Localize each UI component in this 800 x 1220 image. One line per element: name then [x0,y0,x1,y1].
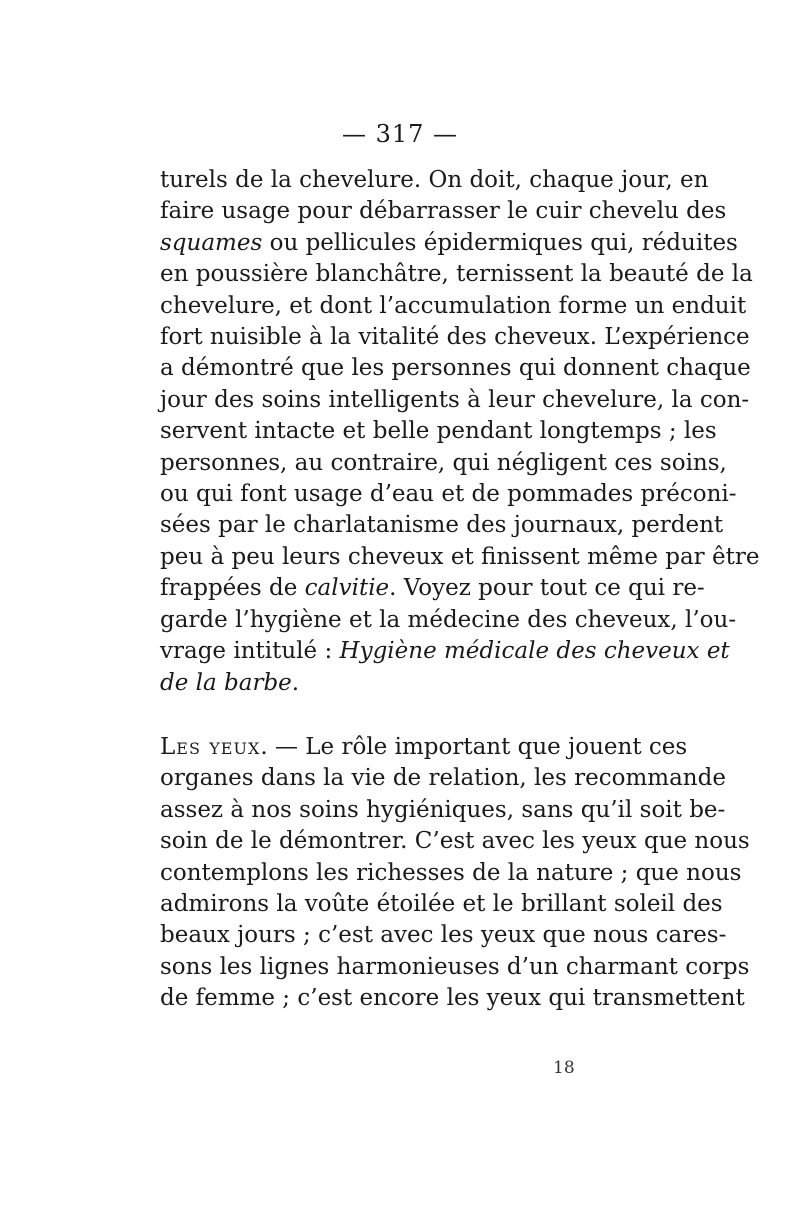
text-run: de femme ; c’est encore les yeux qui transmettent [160,985,745,1012]
text-line [160,165,709,196]
styled-text-run: calvitie [304,575,390,602]
text-run: organes dans la vie de relation, les recommande [160,765,726,792]
text-run: fort nuisible à la vitalité des cheveux. L’expérience [160,324,750,351]
text-line [160,510,724,541]
styled-text-run: Les yeux [160,734,261,760]
text-run: garde l’hygiène et la médecine des cheveux, l’ou- [160,606,737,633]
text-run: turels de la chevelure. On doit, chaque jour, en [160,167,709,193]
paragraph-hair-care [160,165,760,699]
text-run: peu à peu leurs cheveux et finissent même par être [160,543,760,570]
text-line [160,983,745,1014]
text-line [160,385,750,416]
text-line [160,196,727,227]
signature-mark: 18 [553,1058,575,1078]
text-line [160,291,747,322]
text-run: frappées de [160,575,305,602]
text-run: sées par le charlatanisme des journaux, perdent [160,512,724,539]
text-line [160,763,726,794]
text-line [160,605,737,636]
text-run: assez à nos soins hygiéniques, sans qu’il soit be- [160,796,726,823]
text-line [160,416,717,447]
text-run: beaux jours ; c’est avec les yeux que nous cares- [160,922,727,949]
text-line [160,889,723,920]
text-line [160,795,726,826]
text-line [160,228,738,259]
text-line [160,573,705,604]
styled-text-run: de la barbe [160,669,292,696]
text-run: admirons la voûte étoilée et le brillant soleil des [160,891,723,918]
text-run: ou qui font usage d’eau et de pommades préconi- [160,481,737,508]
text-run: servent intacte et belle pendant longtemps ; les [160,418,717,445]
text-run: faire usage pour débarrasser le cuir chevelu des [160,198,727,225]
text-run: . Voyez pour tout ce qui re- [389,575,705,602]
text-run: . — Le rôle important que jouent ces [260,734,688,760]
text-run: sons les lignes harmonieuses d’un charmant corps [160,953,750,980]
styled-text-run: squames [160,229,263,256]
text-line [160,826,750,857]
text-line [160,952,750,983]
text-line [160,479,737,510]
text-line [160,259,753,290]
text-line [160,858,742,889]
text-run: soin de le démontrer. C’est avec les yeux que nous [160,828,750,855]
text-line [160,636,730,667]
text-run: jour des soins intelligents à leur chevelure, la con- [160,386,750,413]
text-line [160,732,688,763]
text-line [160,322,750,353]
text-line [160,448,727,479]
text-run: vrage intitulé : [160,638,340,665]
text-run: en poussière blanchâtre, ternissent la beauté de la [160,261,753,288]
text-run: contemplons les richesses de la nature ; que nous [160,859,742,886]
text-line [160,542,760,573]
styled-text-run: Hygiène médicale des cheveux et [339,638,730,665]
page-header-number: — 317 — [341,120,459,148]
paragraph-eyes [160,732,750,1015]
text-line [160,353,751,384]
text-run: chevelure, et dont l’accumulation forme un enduit [160,292,747,319]
text-run: . [291,669,300,696]
text-line [160,920,727,951]
text-line [160,668,652,699]
text-run: ou pellicules épidermiques qui, réduites [262,229,738,256]
text-run: a démontré que les personnes qui donnent chaque [160,355,751,382]
text-run: personnes, au contraire, qui négligent ces soins, [160,449,727,476]
